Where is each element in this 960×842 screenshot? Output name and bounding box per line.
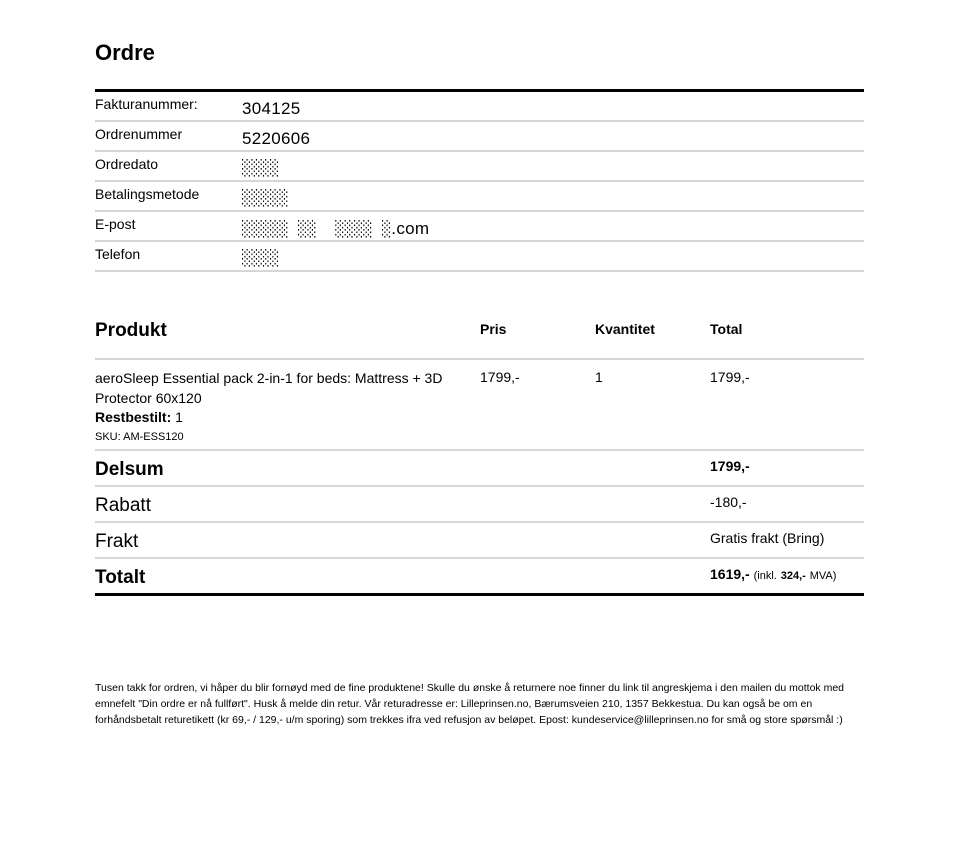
shipping-row: [95, 523, 864, 559]
product-total: 1799,-: [710, 369, 750, 385]
product-table-header: [95, 318, 864, 360]
shipping-label: Frakt: [95, 531, 139, 552]
discount-value: -180,-: [710, 494, 747, 510]
product-sku: SKU: AM-ESS120: [95, 431, 184, 443]
email-label: E-post: [95, 216, 136, 232]
price-column-header: Pris: [480, 321, 507, 337]
email-row: [95, 212, 864, 242]
total-column-header: Total: [710, 321, 743, 337]
invoice-row: [95, 92, 864, 122]
order-number-value: 5220606: [242, 129, 311, 148]
payment-method-row: [95, 182, 864, 212]
product-column-header: Produkt: [95, 320, 167, 341]
product-quantity: 1: [595, 369, 603, 385]
subtotal-label: Delsum: [95, 459, 164, 480]
invoice-value: 304125: [242, 99, 301, 118]
grand-total-label: Totalt: [95, 567, 146, 588]
grand-total-value: [710, 566, 836, 582]
product-name: aeroSleep Essential pack 2-in-1 for beds: Mattress + 3D Protector 60x120: [95, 370, 443, 406]
backorder-label: Restbestilt:: [95, 409, 172, 425]
subtotal-value: 1799,-: [710, 458, 750, 474]
vat-amount: 324,-: [780, 570, 806, 582]
payment-method-label: Betalingsmetode: [95, 186, 200, 202]
order-date-value-redacted: ░░░░: [242, 159, 280, 177]
backorder-value: 1: [175, 409, 183, 425]
grand-total-row: [95, 559, 864, 596]
subtotal-row: [95, 451, 864, 487]
product-price: 1799,-: [480, 369, 520, 385]
order-info-table: [95, 89, 864, 272]
payment-method-value-redacted: ░░░░░: [242, 189, 289, 207]
shipping-value: Gratis frakt (Bring): [710, 530, 825, 546]
email-value: [242, 219, 429, 239]
backorder-line: [95, 409, 183, 425]
footer-message: Tusen takk for ordren, vi håper du blir fornøyd med de fine produktene! Skulle du ønske å returnere noe finner du link til angreskjema i den mailen du mottok med emnefelt "Din ordre er nå fullført". Husk å melde din retur. Vår returadresse er: Lilleprinsen.no, Bærumsveien 210, 1357 Bekkestua. Du kan også be om en forhåndsbetalt returetikett (kr 69,- / 129,- u/m sporing) som trekkes ifra ved refusjon av beløpet. Epost: kundeservice@lilleprinsen.no for små og store spørsmål :): [95, 682, 845, 726]
phone-value-redacted: ░░░░: [242, 249, 280, 267]
vat-suffix: MVA): [809, 570, 837, 582]
invoice-label: Fakturanummer:: [95, 96, 198, 112]
discount-row: [95, 487, 864, 523]
phone-label: Telefon: [95, 246, 141, 262]
order-number-label: Ordrenummer: [95, 126, 183, 142]
discount-label: Rabatt: [95, 495, 151, 516]
email-value-redacted: ░░░░░ ░░ ░░░░ ░: [242, 220, 392, 238]
quantity-column-header: Kvantitet: [595, 321, 655, 337]
email-domain-suffix: .com: [391, 219, 430, 238]
order-date-row: [95, 152, 864, 182]
grand-total-amount: 1619,-: [710, 566, 750, 582]
order-number-row: [95, 122, 864, 152]
order-date-label: Ordredato: [95, 156, 159, 172]
product-row: [95, 360, 864, 451]
vat-prefix: (inkl.: [753, 570, 777, 582]
phone-row: [95, 242, 864, 272]
page-title: Ordre: [95, 40, 155, 65]
